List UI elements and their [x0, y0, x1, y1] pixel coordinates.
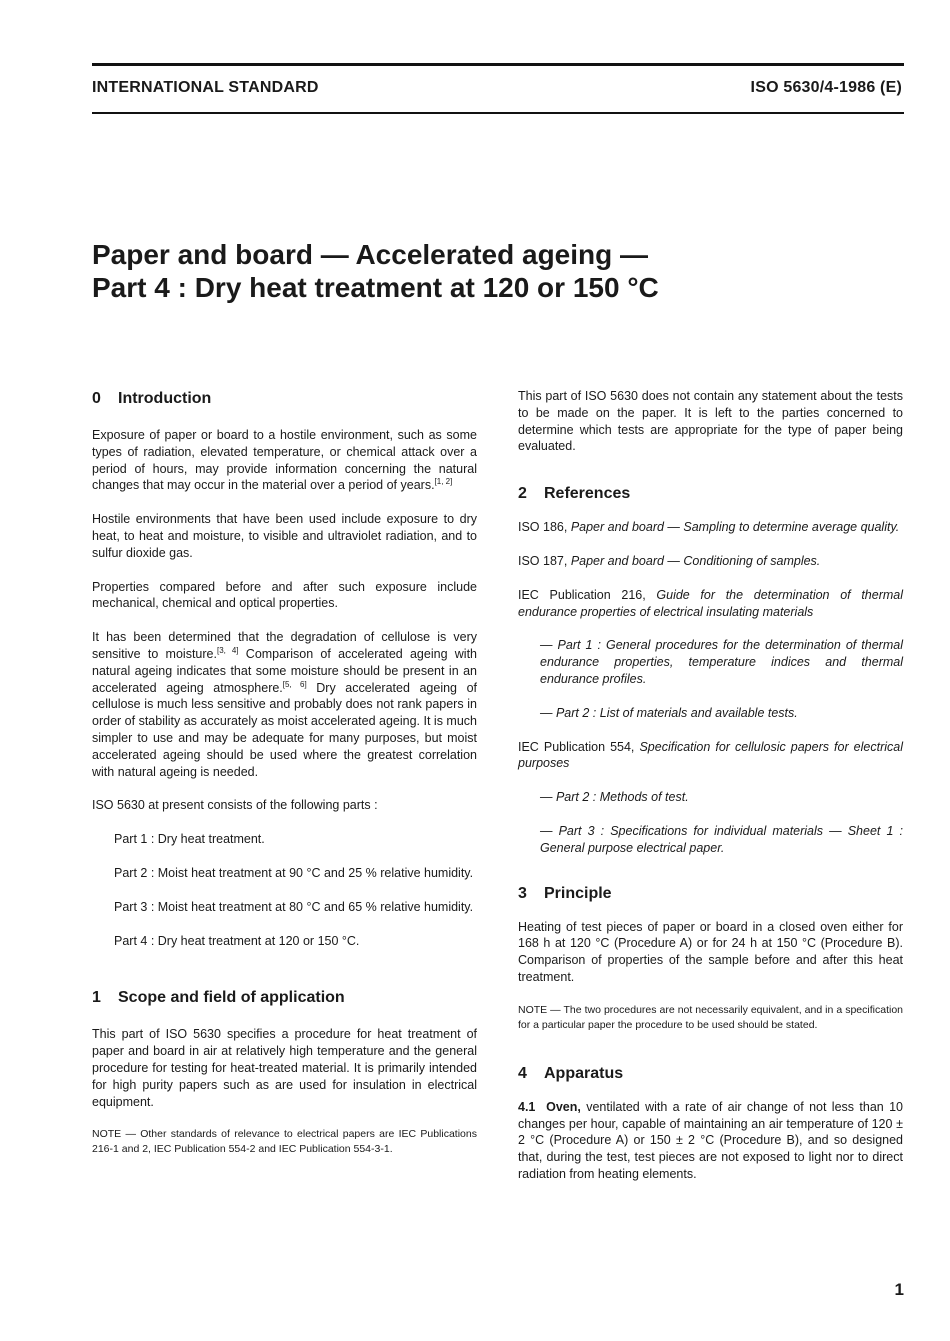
section-title: References: [544, 485, 631, 503]
right-column: [518, 388, 903, 1200]
scope-note: NOTE — Other standards of relevance to electrical papers are IEC Publications 216-1 and 2, IEC Publication 554-2 and IEC Publication 554-3-1.: [92, 1128, 477, 1156]
section-number: 1: [92, 989, 101, 1007]
principle-paragraph: Heating of test pieces of paper or board in a closed oven either for 168 h at 120 °C (Procedure A) or for 24 h at 150 °C (Procedure B). Comparison of properties of the sample before and after this heat treatment.: [518, 919, 903, 984]
section-number: 0: [92, 390, 101, 407]
reference-item: [518, 519, 903, 536]
apparatus-item: [518, 1099, 903, 1183]
header-document-number: ISO 5630/4-1986 (E): [750, 79, 902, 96]
reference-title: Guide for the determination of thermal endurance properties of electrical insulating materials: [518, 587, 903, 619]
intro-paragraph-4: [92, 629, 477, 780]
reference-code: IEC Publication 554,: [518, 739, 640, 754]
clause-number: 4.1: [518, 1099, 536, 1114]
intro-p1-text: Exposure of paper or board to a hostile environment, such as some types of radiation, elevated temperature, or chemical attack over a period of hours, may provide information concerning the natural changes that may occur in the material over a period of years.: [92, 428, 477, 493]
reference-item: [518, 553, 903, 570]
intro-p4-text-b: Comparison of accelerated ageing with natural ageing indicates that some moisture should be present in an accelerated ageing atmosphere.: [92, 646, 477, 695]
section-title: Scope and field of application: [118, 989, 345, 1007]
reference-title: Specification for cellulosic papers for electrical purposes: [518, 739, 903, 771]
header-standard-label: INTERNATIONAL STANDARD: [92, 79, 319, 96]
reference-marker: [1, 2]: [434, 477, 453, 487]
section-heading-references: [518, 483, 903, 505]
intro-paragraph-2: Hostile environments that have been used include exposure to dry heat, to heat and moisture, to visible and ultraviolet radiation, and to sulfur dioxide gas.: [92, 512, 477, 560]
section-number: 3: [518, 884, 527, 902]
clause-text: ventilated with a rate of air change of not less than 10 changes per hour, capable of maintaining an air temperature of 120 ± 2 °C (Procedure A) or 150 ± 2 °C (Procedure B), and so designed that, during the test, test pieces are not exposed to light nor to direct radiation from heating elements.: [518, 1099, 903, 1181]
reference-subitem: — Part 1 : General procedures for the determination of thermal endurance properties, temperature indices and thermal endurance profiles.: [540, 638, 903, 686]
reference-code: IEC Publication 216,: [518, 587, 657, 602]
section-title: Apparatus: [544, 1064, 624, 1082]
reference-marker: [3, 4]: [216, 645, 239, 655]
title-line-1: Paper and board — Accelerated ageing —: [92, 239, 649, 270]
section-number: 4: [518, 1064, 527, 1082]
section-title: Introduction: [118, 390, 212, 407]
section-heading-principle: [518, 883, 903, 905]
section-heading-apparatus: [518, 1063, 903, 1085]
title-line-2: Part 4 : Dry heat treatment at 120 or 150 °C: [92, 272, 659, 303]
clause-label: Oven,: [546, 1099, 581, 1114]
section-heading-introduction: [92, 388, 477, 410]
reference-subitem: — Part 2 : List of materials and available tests.: [540, 705, 798, 720]
reference-code: ISO 186,: [518, 520, 571, 535]
part-list-item: Part 3 : Moist heat treatment at 80 °C and 65 % relative humidity.: [114, 899, 474, 914]
intro-p4-text-c: Dry accelerated ageing of cellulose is much less sensitive and probably does not rank papers in order of stability as accurately as moist accelerated ageing. It is much simpler to use and may be adequate for many purposes, but moist accelerated ageing should be used where the greatest correlation with natural ageing is needed.: [92, 680, 477, 779]
reference-subitem: — Part 3 : Specifications for individual materials — Sheet 1 : General purpose electrical paper.: [540, 823, 903, 855]
section-title: Principle: [544, 884, 612, 902]
left-column: [92, 388, 477, 1174]
part-list-item: Part 2 : Moist heat treatment at 90 °C and 25 % relative humidity.: [114, 865, 474, 880]
page-number: 1: [894, 1280, 904, 1299]
part-list-item: Part 1 : Dry heat treatment.: [114, 832, 265, 847]
reference-title: Paper and board — Sampling to determine average quality.: [570, 520, 900, 535]
right-intro-paragraph: This part of ISO 5630 does not contain any statement about the tests to be made on the paper. It is left to the parties concerned to determine which tests are appropriate for the type of paper being evaluated.: [518, 389, 903, 454]
top-rule: [92, 63, 904, 66]
intro-p4-text-a: It has been determined that the degradation of cellulose is very sensitive to moisture.: [92, 630, 477, 661]
scope-paragraph: This part of ISO 5630 specifies a procedure for heat treatment of paper and board in air at relatively high temperature and the general procedure for testing for heat-treated material. It is primarily intended for high purity papers such as are used for insulation in electrical equipment.: [92, 1027, 477, 1109]
principle-note: NOTE — The two procedures are not necessarily equivalent, and in a specification for a particular paper the procedure to be used should be stated.: [518, 1003, 903, 1031]
section-heading-scope: [92, 987, 477, 1009]
header-bottom-rule: [92, 112, 904, 114]
intro-paragraph-3: Properties compared before and after such exposure include mechanical, chemical and optical properties.: [92, 579, 477, 611]
part-list-item: Part 4 : Dry heat treatment at 120 or 150 °C.: [114, 933, 360, 948]
reference-title: Paper and board — Conditioning of samples.: [570, 553, 821, 568]
intro-paragraph-1: [92, 427, 477, 494]
reference-marker: [5, 6]: [282, 679, 307, 689]
reference-subitem: — Part 2 : Methods of test.: [540, 790, 689, 805]
document-title: [92, 238, 659, 304]
section-number: 2: [518, 485, 527, 503]
reference-item: [518, 739, 903, 773]
reference-code: ISO 187,: [518, 553, 571, 568]
reference-item: [518, 587, 903, 621]
intro-paragraph-5: ISO 5630 at present consists of the following parts :: [92, 798, 378, 813]
